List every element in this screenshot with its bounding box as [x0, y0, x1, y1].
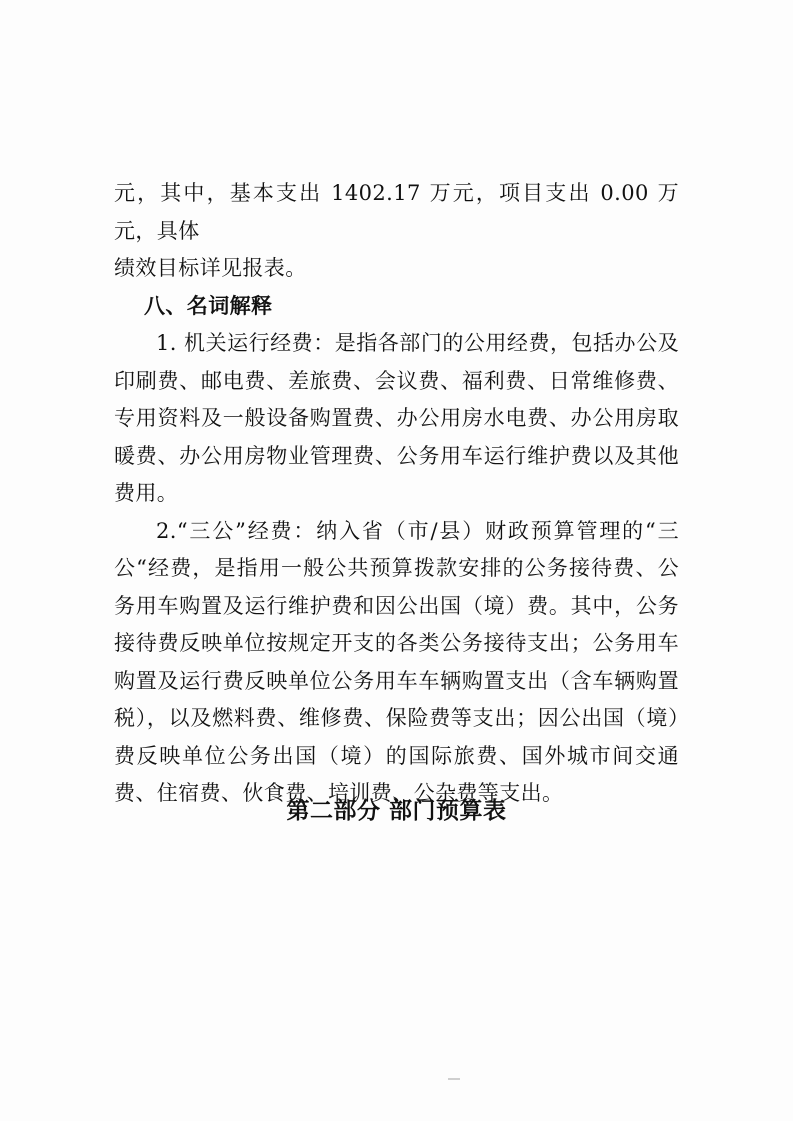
body-text: [114, 175, 679, 813]
part-2-title: 第二部分 部门预算表: [286, 798, 507, 824]
page-footer-mark: [448, 1078, 460, 1080]
section-heading-8: 八、名词解释: [144, 293, 273, 318]
continuation-line-1: 元，其中，基本支出 1402.17 万元，项目支出 0.00 万元，具体: [114, 181, 679, 243]
continuation-line-2: 绩效目标详见报表。: [114, 256, 307, 280]
term-2-paragraph: 2.“三公”经费：纳入省（市/县）财政预算管理的“三公“经费，是指用一般公共预算拨款安排的公务接待费、公务用车购置及运行维护费和因公出国（境）费。其中，公务接待费反映单位按规定开支的各类公务接待支出；公务用车购置及运行费反映单位公务用车车辆购置支出（含车辆购置税），以及燃料费、维修费、保险费等支出；因公出国（境）费反映单位公务出国（境）的国际旅费、国外城市间交通费、住宿费、伙食费、培训费、公杂费等支出。: [114, 518, 679, 805]
term-1-paragraph: 1. 机关运行经费：是指各部门的公用经费，包括办公及印刷费、邮电费、差旅费、会议费、福利费、日常维修费、专用资料及一般设备购置费、办公用房水电费、办公用房取暖费、办公用房物业管理费、公务用车运行维护费以及其他费用。: [114, 331, 679, 505]
